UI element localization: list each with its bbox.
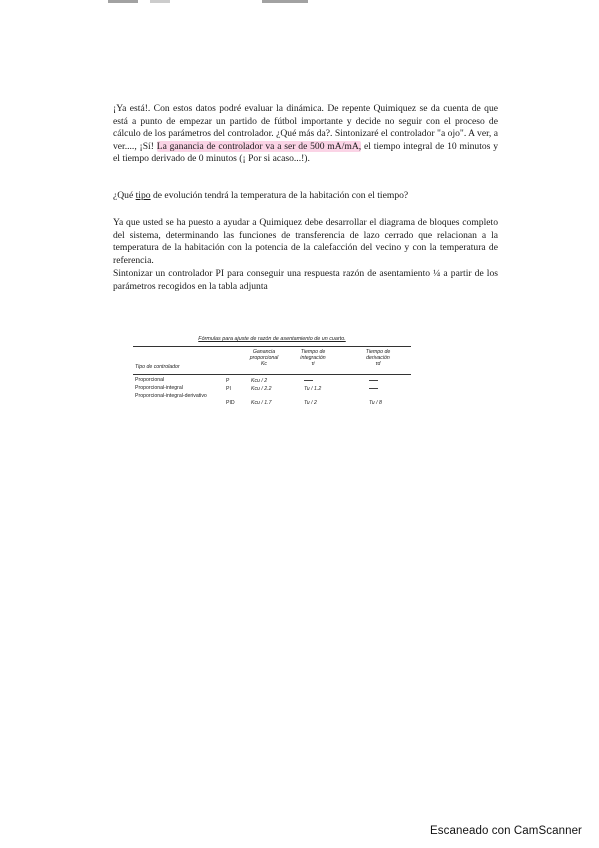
header-controller-type: Tipo de controlador	[135, 364, 180, 370]
row-ti: Tu / 1.2	[304, 386, 322, 392]
row-abbr: PI	[226, 386, 231, 392]
row-kc: Kcu / 1.7	[251, 400, 272, 406]
paragraph-text: el tiempo integral de 10 minutos y el tiempo derivado de 0 minutos (¡ Por si acaso...!).	[113, 140, 498, 165]
underlined-word: tipo	[135, 190, 151, 201]
scan-edge-mark	[262, 0, 308, 3]
row-name: Proporcional-integral	[135, 385, 183, 391]
row-kc: Kcu / 2	[251, 378, 268, 384]
table-title: Fórmulas para ajuste de razón de asentamiento de un cuarto.	[198, 336, 346, 342]
scan-edge-mark	[150, 0, 170, 3]
table-header	[133, 347, 411, 374]
row-td: Tu / 8	[369, 400, 382, 406]
header-symbol: Kc	[260, 361, 268, 367]
question-paragraph	[113, 190, 498, 203]
header-symbol: τd	[375, 361, 381, 367]
row-ti: Tu / 2	[304, 400, 317, 406]
block-diagram-paragraph: Ya que usted se ha puesto a ayudar a Quimiquez debe desarrollar el diagrama de bloques completo del sistema, determinando las funciones de transferencia de lazo cerrado que relacionan a la temperatura de la habitación con la potencia de la calefacción del vecino y con la temperatura de referencia.	[113, 217, 498, 266]
table-row	[133, 393, 411, 406]
camscanner-watermark: Escaneado con CamScanner	[430, 825, 582, 837]
row-abbr: PID	[226, 400, 235, 406]
row-kc: Kcu / 2.2	[251, 386, 272, 392]
table-body	[133, 375, 411, 415]
tuning-formulas-table	[133, 336, 411, 415]
header-line: Ganancia	[252, 349, 276, 355]
paragraph-tuning-story	[113, 103, 498, 166]
row-abbr: P	[226, 378, 230, 384]
row-ti-dash	[304, 378, 313, 384]
header-derivative-time	[357, 349, 399, 367]
header-integral-time	[293, 349, 333, 367]
row-td-dash	[369, 378, 378, 384]
question-text: ¿Qué	[113, 190, 136, 201]
highlighted-text: La ganancia de controlador va a ser de 500 mA/mA,	[156, 140, 362, 152]
row-name: Proporcional	[135, 377, 165, 383]
header-line: Tiempo de	[365, 349, 391, 355]
header-line: derivación	[366, 355, 390, 361]
header-line: proporcional	[249, 355, 279, 361]
header-gain	[245, 349, 283, 367]
paragraph-text: ¡Ya está!. Con estos datos podré evaluar la dinámica. De repente Quimiquez se da cuenta de que está a punto de empezar un partido de fútbol importante y decide no seguir con el proceso de cálculo de los parámetros del controlador. ¿Qué más da?. Sintonizaré el controlador "a ojo". A ver, a ver...., ¡Sí!	[113, 103, 498, 152]
scan-edge-mark	[108, 0, 138, 3]
header-line: Tiempo de	[300, 349, 326, 355]
header-symbol: τi	[311, 361, 315, 367]
row-name: Proporcional-integral-derivativo	[135, 393, 207, 399]
pi-tuning-paragraph: Sintonizar un controlador PI para conseguir una respuesta razón de asentamiento ¼ a partir de los parámetros recogidos en la tabla adjunta	[113, 268, 498, 292]
row-td-dash	[369, 386, 378, 392]
question-text: de evolución tendrá la temperatura de la habitación con el tiempo?	[150, 190, 409, 201]
header-line: integración	[300, 355, 326, 361]
